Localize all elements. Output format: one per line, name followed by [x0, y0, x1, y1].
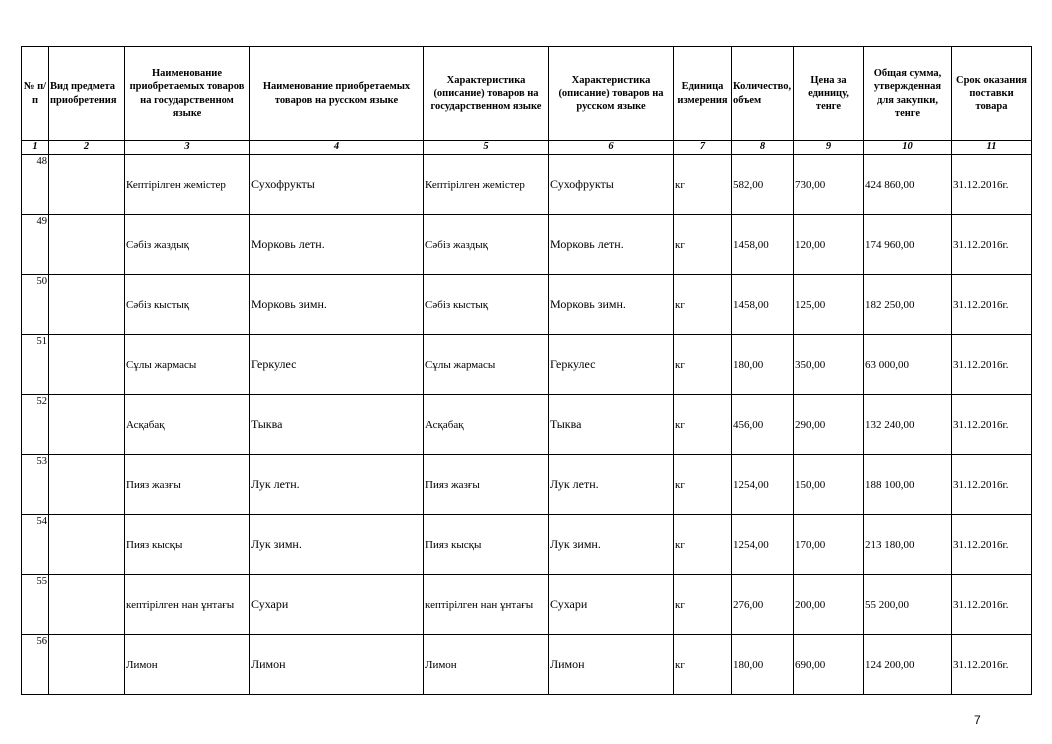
total-cell: 188 100,00 — [864, 455, 952, 515]
price-cell: 150,00 — [794, 455, 864, 515]
price-cell: 730,00 — [794, 155, 864, 215]
table-row — [22, 515, 1032, 575]
description-ru-cell: Морковь летн. — [549, 215, 674, 275]
column-number: 2 — [49, 141, 125, 155]
quantity-cell: 1458,00 — [732, 275, 794, 335]
procurement-type-cell — [49, 395, 125, 455]
column-number-row — [22, 141, 1032, 155]
column-number: 5 — [424, 141, 549, 155]
quantity-cell: 180,00 — [732, 335, 794, 395]
procurement-type-cell — [49, 635, 125, 695]
term-cell: 31.12.2016г. — [952, 335, 1032, 395]
header-cell: Цена за единицу, тенге — [794, 47, 864, 141]
unit-cell: кг — [674, 275, 732, 335]
unit-cell: кг — [674, 575, 732, 635]
header-cell: Характеристика (описание) товаров на государственном языке — [424, 47, 549, 141]
header-cell: Единица измерения — [674, 47, 732, 141]
description-ru-cell: Морковь зимн. — [549, 275, 674, 335]
name-kz-cell: Асқабақ — [125, 395, 250, 455]
description-kz-cell: Пияз кысқы — [424, 515, 549, 575]
total-cell: 132 240,00 — [864, 395, 952, 455]
description-ru-cell: Сухофрукты — [549, 155, 674, 215]
table-body — [22, 155, 1032, 695]
name-kz-cell: Кептірілген жемістер — [125, 155, 250, 215]
header-cell: Наименование приобретаемых товаров на русском языке — [250, 47, 424, 141]
quantity-cell: 1254,00 — [732, 515, 794, 575]
row-number: 48 — [22, 155, 49, 215]
table-row — [22, 155, 1032, 215]
name-kz-cell: Сәбіз кыстық — [125, 275, 250, 335]
column-number: 9 — [794, 141, 864, 155]
description-ru-cell: Тыква — [549, 395, 674, 455]
description-kz-cell: Кептірілген жемістер — [424, 155, 549, 215]
row-number: 52 — [22, 395, 49, 455]
name-ru-cell: Сухари — [250, 575, 424, 635]
description-kz-cell: Сәбіз кыстық — [424, 275, 549, 335]
quantity-cell: 276,00 — [732, 575, 794, 635]
total-cell: 174 960,00 — [864, 215, 952, 275]
table-row — [22, 215, 1032, 275]
column-number: 10 — [864, 141, 952, 155]
price-cell: 690,00 — [794, 635, 864, 695]
header-cell: Количество, объем — [732, 47, 794, 141]
table-row — [22, 575, 1032, 635]
quantity-cell: 582,00 — [732, 155, 794, 215]
table-row — [22, 455, 1032, 515]
total-cell: 182 250,00 — [864, 275, 952, 335]
name-ru-cell: Тыква — [250, 395, 424, 455]
price-cell: 350,00 — [794, 335, 864, 395]
row-number: 51 — [22, 335, 49, 395]
term-cell: 31.12.2016г. — [952, 515, 1032, 575]
row-number: 54 — [22, 515, 49, 575]
procurement-table — [21, 46, 1032, 695]
name-kz-cell: Пияз кысқы — [125, 515, 250, 575]
name-ru-cell: Морковь летн. — [250, 215, 424, 275]
header-cell: Вид предмета приобретения — [49, 47, 125, 141]
table-row — [22, 635, 1032, 695]
row-number: 53 — [22, 455, 49, 515]
unit-cell: кг — [674, 335, 732, 395]
header-cell: Общая сумма, утвержденная для закупки, тенге — [864, 47, 952, 141]
procurement-type-cell — [49, 335, 125, 395]
row-number: 56 — [22, 635, 49, 695]
price-cell: 125,00 — [794, 275, 864, 335]
description-ru-cell: Лук летн. — [549, 455, 674, 515]
total-cell: 424 860,00 — [864, 155, 952, 215]
table-row — [22, 335, 1032, 395]
description-kz-cell: Сұлы жармасы — [424, 335, 549, 395]
name-kz-cell: Лимон — [125, 635, 250, 695]
description-kz-cell: кептірілген нан ұнтағы — [424, 575, 549, 635]
unit-cell: кг — [674, 395, 732, 455]
quantity-cell: 1458,00 — [732, 215, 794, 275]
procurement-type-cell — [49, 455, 125, 515]
term-cell: 31.12.2016г. — [952, 275, 1032, 335]
quantity-cell: 456,00 — [732, 395, 794, 455]
header-cell: Наименование приобретаемых товаров на государственном языке — [125, 47, 250, 141]
page-number: 7 — [974, 713, 981, 727]
price-cell: 290,00 — [794, 395, 864, 455]
price-cell: 120,00 — [794, 215, 864, 275]
column-number: 3 — [125, 141, 250, 155]
term-cell: 31.12.2016г. — [952, 395, 1032, 455]
unit-cell: кг — [674, 155, 732, 215]
description-ru-cell: Сухари — [549, 575, 674, 635]
description-kz-cell: Асқабақ — [424, 395, 549, 455]
description-ru-cell: Лук зимн. — [549, 515, 674, 575]
description-ru-cell: Лимон — [549, 635, 674, 695]
description-ru-cell: Геркулес — [549, 335, 674, 395]
column-number: 6 — [549, 141, 674, 155]
header-cell: Характеристика (описание) товаров на русском языке — [549, 47, 674, 141]
row-number: 50 — [22, 275, 49, 335]
column-number: 1 — [22, 141, 49, 155]
total-cell: 124 200,00 — [864, 635, 952, 695]
name-ru-cell: Лук зимн. — [250, 515, 424, 575]
name-kz-cell: Сұлы жармасы — [125, 335, 250, 395]
total-cell: 55 200,00 — [864, 575, 952, 635]
unit-cell: кг — [674, 455, 732, 515]
column-number: 7 — [674, 141, 732, 155]
name-ru-cell: Морковь зимн. — [250, 275, 424, 335]
unit-cell: кг — [674, 515, 732, 575]
column-number: 11 — [952, 141, 1032, 155]
quantity-cell: 180,00 — [732, 635, 794, 695]
header-row — [22, 47, 1032, 141]
unit-cell: кг — [674, 635, 732, 695]
description-kz-cell: Сәбіз жаздық — [424, 215, 549, 275]
procurement-type-cell — [49, 275, 125, 335]
term-cell: 31.12.2016г. — [952, 215, 1032, 275]
term-cell: 31.12.2016г. — [952, 155, 1032, 215]
price-cell: 200,00 — [794, 575, 864, 635]
row-number: 55 — [22, 575, 49, 635]
column-number: 4 — [250, 141, 424, 155]
table-row — [22, 275, 1032, 335]
name-ru-cell: Сухофрукты — [250, 155, 424, 215]
procurement-type-cell — [49, 155, 125, 215]
name-kz-cell: кептірілген нан ұнтағы — [125, 575, 250, 635]
name-kz-cell: Пияз жазғы — [125, 455, 250, 515]
name-ru-cell: Лимон — [250, 635, 424, 695]
procurement-type-cell — [49, 575, 125, 635]
total-cell: 63 000,00 — [864, 335, 952, 395]
term-cell: 31.12.2016г. — [952, 455, 1032, 515]
header-cell: № п/п — [22, 47, 49, 141]
header-cell: Срок оказания поставки товара — [952, 47, 1032, 141]
term-cell: 31.12.2016г. — [952, 635, 1032, 695]
term-cell: 31.12.2016г. — [952, 575, 1032, 635]
column-number: 8 — [732, 141, 794, 155]
name-ru-cell: Лук летн. — [250, 455, 424, 515]
name-ru-cell: Геркулес — [250, 335, 424, 395]
description-kz-cell: Лимон — [424, 635, 549, 695]
procurement-type-cell — [49, 515, 125, 575]
description-kz-cell: Пияз жазғы — [424, 455, 549, 515]
row-number: 49 — [22, 215, 49, 275]
quantity-cell: 1254,00 — [732, 455, 794, 515]
table-row — [22, 395, 1032, 455]
price-cell: 170,00 — [794, 515, 864, 575]
unit-cell: кг — [674, 215, 732, 275]
name-kz-cell: Сәбіз жаздық — [125, 215, 250, 275]
procurement-type-cell — [49, 215, 125, 275]
total-cell: 213 180,00 — [864, 515, 952, 575]
